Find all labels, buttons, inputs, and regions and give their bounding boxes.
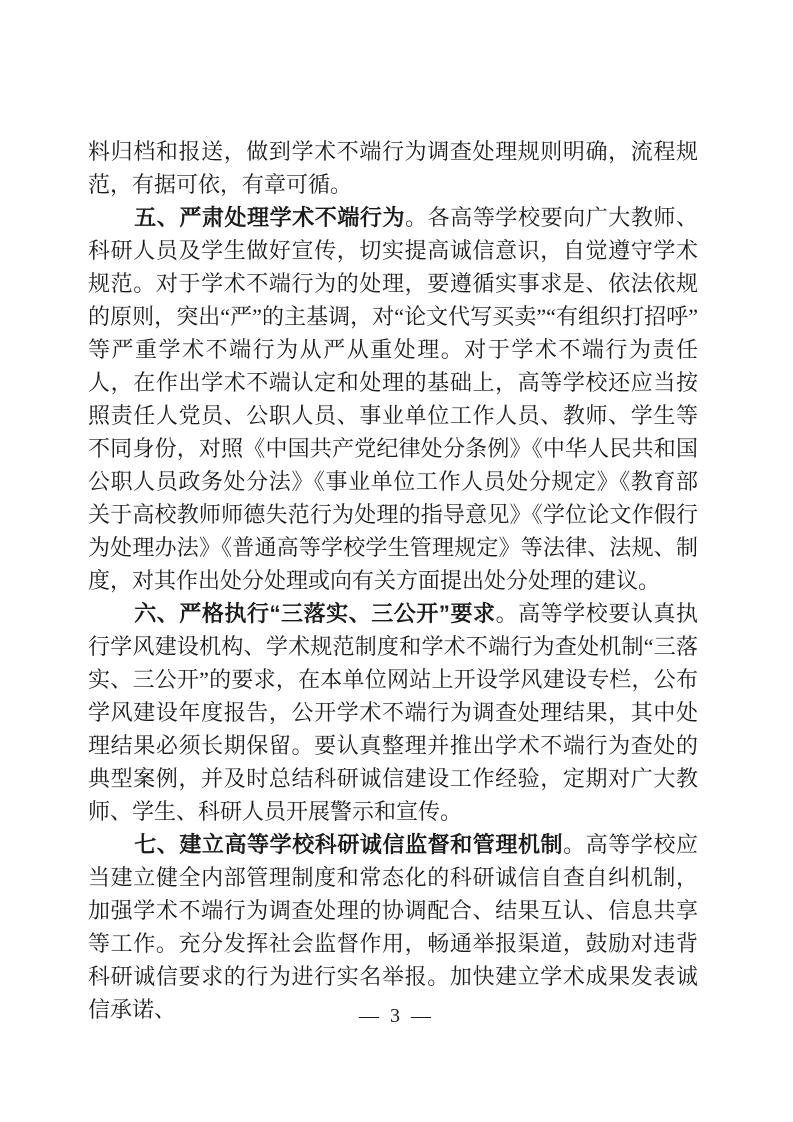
section-body-6: 。高等学校要认真执行学风建设机构、学术规范制度和学术不端行为查处机制“三落实、三公开”的要求，在本单位网站上开设学风建设专栏，公布学风建设年度报告，公开学术不端行为调查处理结果，其中处理结果必须长期保留。要认真整理并推出学术不端行为查处的典型案例，并及时总结科研诚信建设工作经验，定期对广大教师、学生、科研人员开展警示和宣传。 xyxy=(88,601,698,824)
paragraph-section-5 xyxy=(88,201,698,597)
paragraph-section-6 xyxy=(88,597,698,828)
paragraph-continuation xyxy=(88,135,698,201)
section-body-5: 。各高等学校要向广大教师、科研人员及学生做好宣传，切实提高诚信意识，自觉遵守学术规范。对于学术不端行为的处理，要遵循实事求是、依法依规的原则，突出“严”的主基调，对“论文代写买卖”“有组织打招呼”等严重学术不端行为从严从重处理。对于学术不端行为责任人，在作出学术不端认定和处理的基础上，高等学校还应当按照责任人党员、公职人员、事业单位工作人员、教师、学生等不同身份，对照《中国共产党纪律处分条例》《中华人民共和国公职人员政务处分法》《事业单位工作人员处分规定》《教育部关于高校教师师德失范行为处理的指导意见》《学位论文作假行为处理办法》《普通高等学校学生管理规定》等法律、法规、制度，对其作出处分处理或向有关方面提出处分处理的建议。 xyxy=(88,205,698,593)
paragraph-section-7 xyxy=(88,828,698,1026)
paragraph-continuation-text: 料归档和报送，做到学术不端行为调查处理规则明确，流程规范，有据可依，有章可循。 xyxy=(88,139,698,197)
section-body-7: 。高等学校应当建立健全内部管理制度和常态化的科研诚信自查自纠机制，加强学术不端行为调查处理的协调配合、结果互认、信息共享等工作。充分发挥社会监督作用，畅通举报渠道，鼓励对违背科研诚信要求的行为进行实名举报。加快建立学术成果发表诚信承诺、 xyxy=(88,832,698,1022)
section-heading-7: 七、建立高等学校科研诚信监督和管理机制 xyxy=(134,832,564,857)
document-body xyxy=(88,135,698,1026)
section-heading-5: 五、严肃处理学术不端行为 xyxy=(134,205,406,230)
page-number: — 3 — xyxy=(359,1005,434,1027)
section-heading-6: 六、严格执行“三落实、三公开”要求 xyxy=(134,601,496,626)
